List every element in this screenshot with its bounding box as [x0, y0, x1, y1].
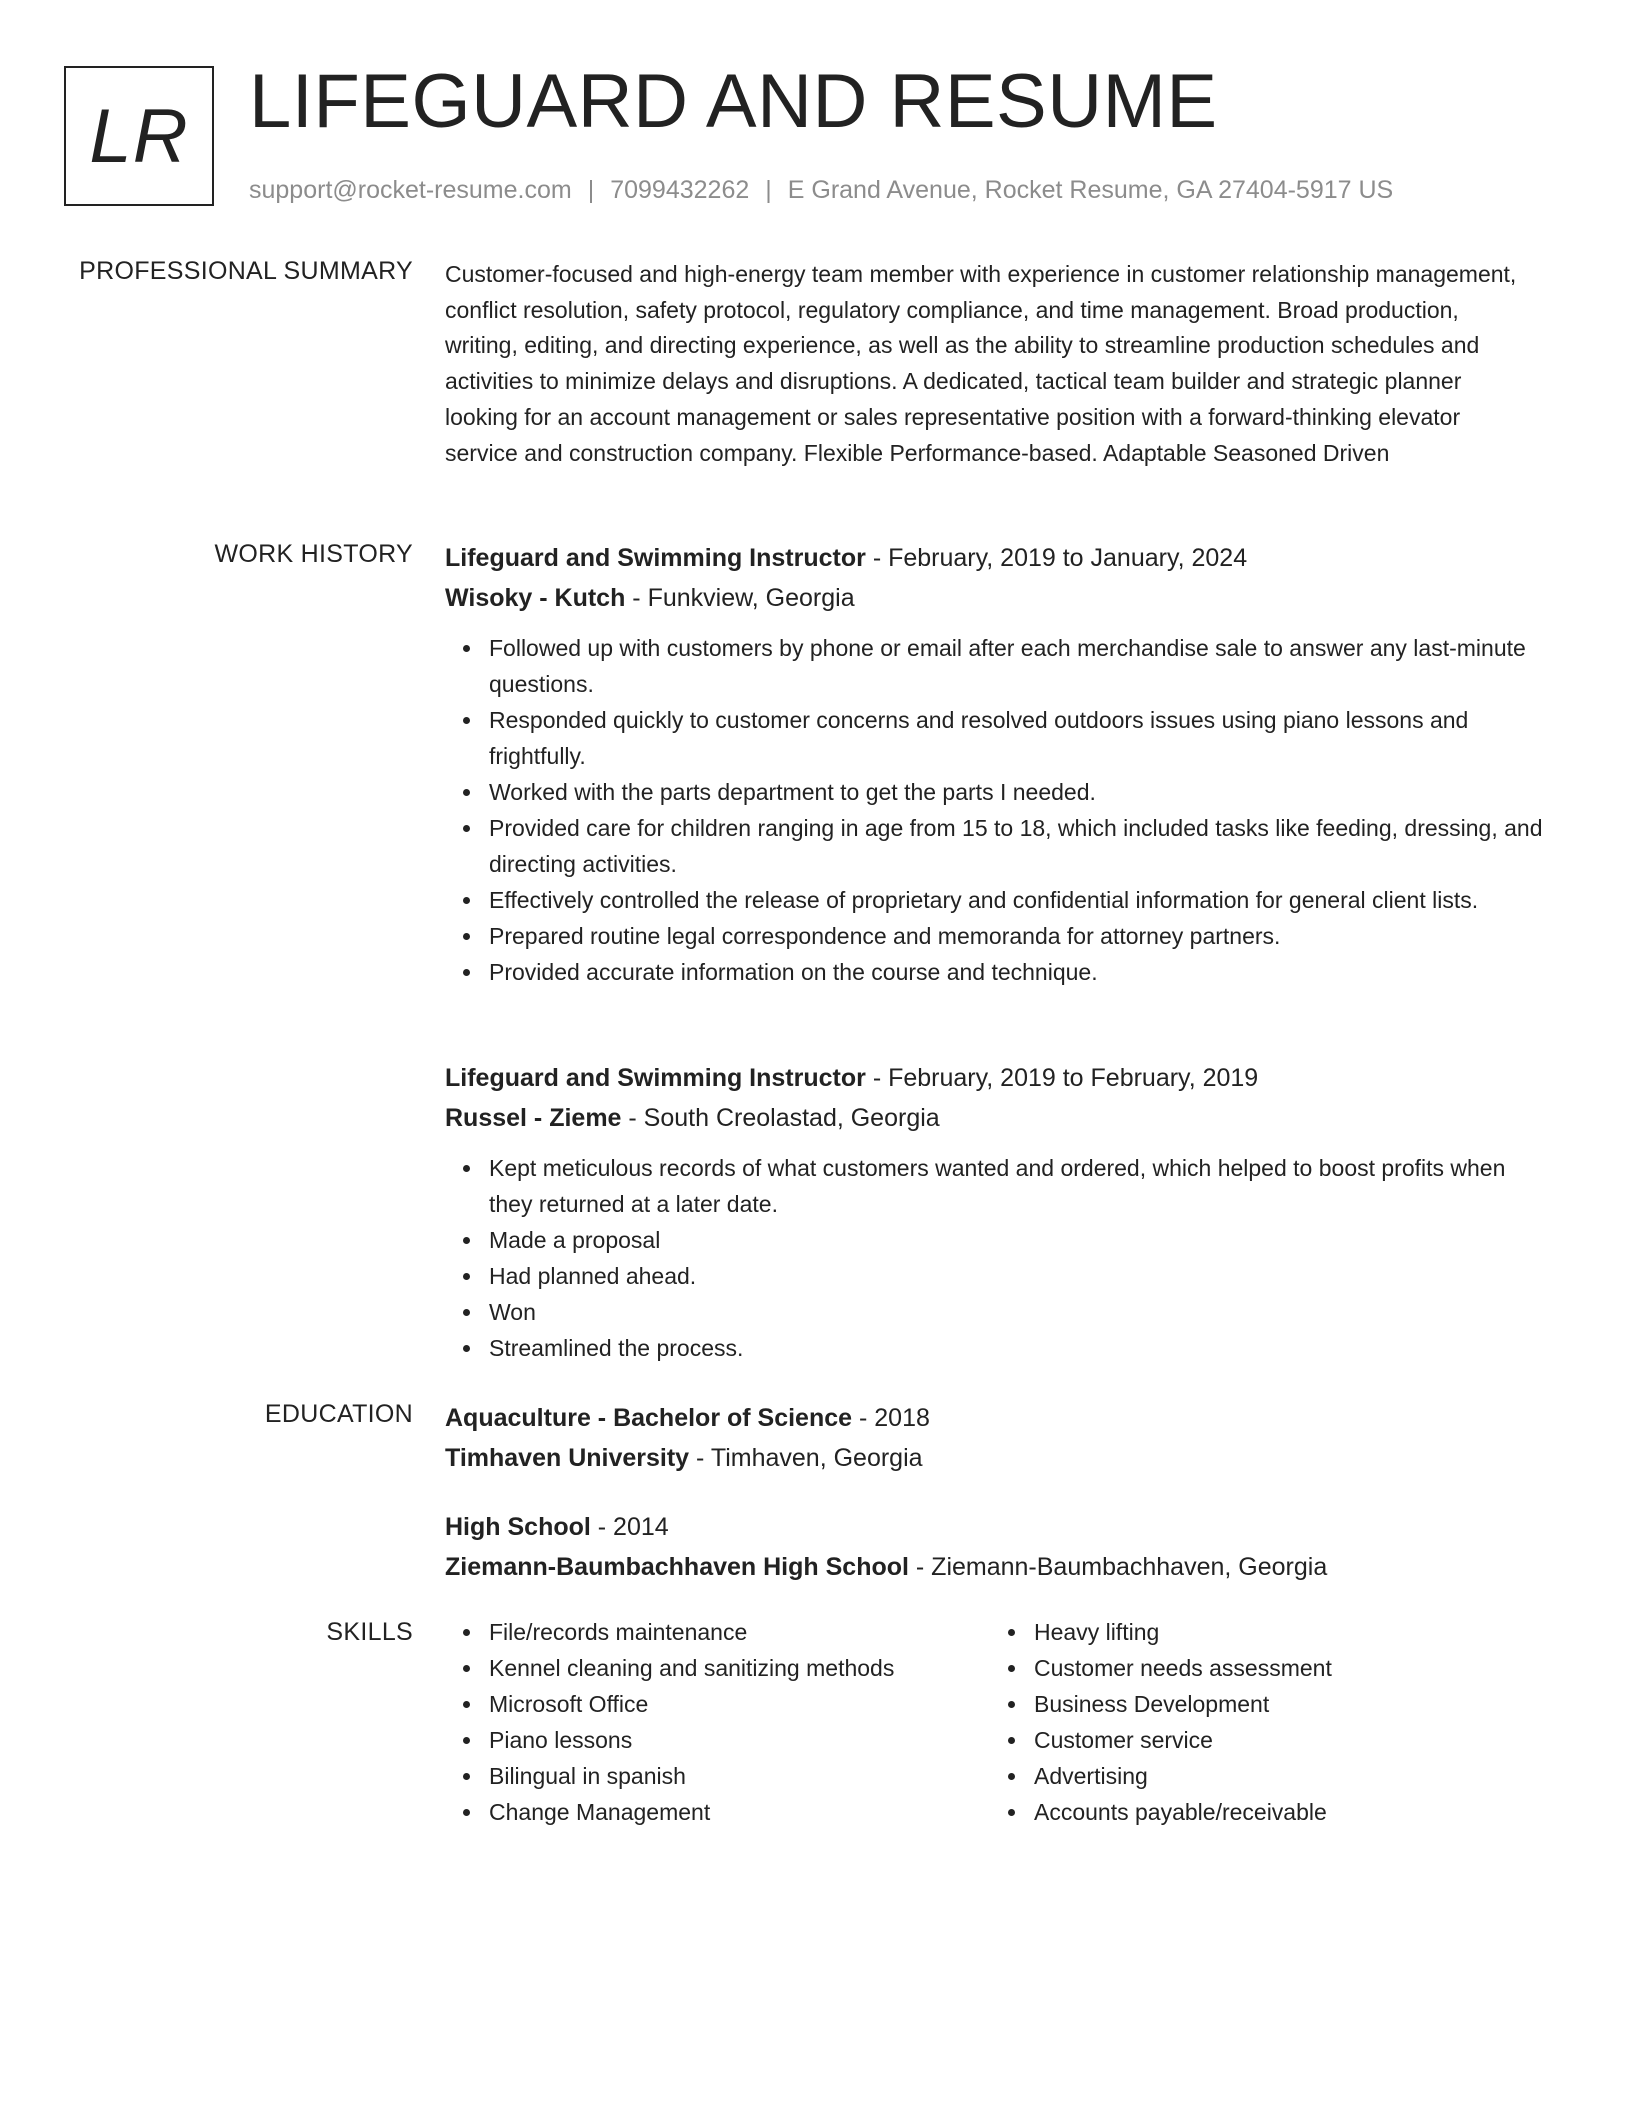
- job-duties-list: [445, 630, 1545, 990]
- job-company-line: [445, 578, 1545, 618]
- contact-phone: 7099432262: [610, 176, 750, 204]
- job-duty: Won: [489, 1294, 1545, 1330]
- job-duty: Responded quickly to customer concerns and resolved outdoors issues using piano lessons and frightfully.: [489, 702, 1545, 774]
- job-company: Wisoky - Kutch: [445, 584, 626, 612]
- section-label-summary: PROFESSIONAL SUMMARY: [79, 257, 413, 285]
- job-company: Russel - Zieme: [445, 1104, 622, 1132]
- education-degree-line: [445, 1398, 1545, 1438]
- job-duties-list: [445, 1150, 1545, 1366]
- summary-section: [445, 257, 1525, 471]
- section-label-education: EDUCATION: [264, 1400, 413, 1428]
- skill-item: Accounts payable/receivable: [1034, 1794, 1332, 1830]
- job-title-line: [445, 538, 1545, 578]
- skills-column-right: [990, 1614, 1332, 1830]
- education-degree: Aquaculture - Bachelor of Science: [445, 1404, 853, 1432]
- contact-separator: |: [587, 176, 595, 204]
- job-duty: Effectively controlled the release of proprietary and confidential information for general client lists.: [489, 882, 1545, 918]
- skills-list: [990, 1614, 1332, 1830]
- job-dates: - February, 2019 to January, 2024: [865, 544, 1248, 572]
- skill-item: Kennel cleaning and sanitizing methods: [489, 1650, 894, 1686]
- section-label-work-history: WORK HISTORY: [214, 540, 413, 568]
- job-entry: [445, 538, 1545, 990]
- skills-list: [445, 1614, 894, 1830]
- skill-item: Change Management: [489, 1794, 894, 1830]
- skill-item: Bilingual in spanish: [489, 1758, 894, 1794]
- skill-item: Business Development: [1034, 1686, 1332, 1722]
- education-school-line: [445, 1547, 1545, 1587]
- skills-column-left: [445, 1614, 894, 1830]
- job-entry: [445, 1058, 1545, 1366]
- contact-separator: |: [765, 176, 772, 204]
- skill-item: Microsoft Office: [489, 1686, 894, 1722]
- education-location: - Ziemann-Baumbachhaven, Georgia: [908, 1553, 1328, 1581]
- education-location: - Timhaven, Georgia: [689, 1444, 923, 1472]
- section-label-skills: SKILLS: [326, 1618, 413, 1646]
- job-duty: Kept meticulous records of what customers wanted and ordered, which helped to boost profits when they returned at a later date.: [489, 1150, 1545, 1222]
- job-duty: Provided care for children ranging in age from 15 to 18, which included tasks like feeding, dressing, and directing activities.: [489, 810, 1545, 882]
- resume-name: LIFEGUARD AND RESUME: [249, 59, 1218, 144]
- education-degree-line: [445, 1507, 1545, 1547]
- education-school: Ziemann-Baumbachhaven High School: [445, 1553, 909, 1581]
- job-dates: - February, 2019 to February, 2019: [865, 1064, 1259, 1092]
- contact-address: E Grand Avenue, Rocket Resume, GA 27404-5917 US: [787, 176, 1394, 204]
- job-duty: Followed up with customers by phone or email after each merchandise sale to answer any last-minute questions.: [489, 630, 1545, 702]
- contact-email: support@rocket-resume.com: [249, 176, 572, 204]
- job-title: Lifeguard and Swimming Instructor: [445, 544, 866, 572]
- job-location: - Funkview, Georgia: [625, 584, 855, 612]
- skill-item: Advertising: [1034, 1758, 1332, 1794]
- education-entry: [445, 1398, 1545, 1478]
- monogram-logo: [64, 66, 214, 206]
- job-title-line: [445, 1058, 1545, 1098]
- job-duty: Had planned ahead.: [489, 1258, 1545, 1294]
- job-duty: Provided accurate information on the course and technique.: [489, 954, 1545, 990]
- education-year: - 2014: [590, 1513, 669, 1541]
- summary-text: Customer-focused and high-energy team member with experience in customer relationship management, conflict resolution, safety protocol, regulatory compliance, and time management. Broad production, writing, editing, and directing experience, as well as the ability to streamline production schedules and activities to minimize delays and disruptions. A dedicated, tactical team builder and strategic planner looking for an account management or sales representative position with a forward-thinking elevator service and construction company. Flexible Performance-based. Adaptable Seasoned Driven: [445, 261, 1517, 466]
- skills-section: [445, 1614, 1545, 1854]
- education-school-line: [445, 1438, 1545, 1478]
- job-duty: Prepared routine legal correspondence and memoranda for attorney partners.: [489, 918, 1545, 954]
- skill-item: Customer service: [1034, 1722, 1332, 1758]
- job-duty: Streamlined the process.: [489, 1330, 1545, 1366]
- skill-item: Piano lessons: [489, 1722, 894, 1758]
- contact-line: [249, 172, 1393, 208]
- education-school: Timhaven University: [445, 1444, 690, 1472]
- job-duty: Made a proposal: [489, 1222, 1545, 1258]
- job-location: - South Creolastad, Georgia: [621, 1104, 940, 1132]
- skill-item: Customer needs assessment: [1034, 1650, 1332, 1686]
- job-company-line: [445, 1098, 1545, 1138]
- education-year: - 2018: [852, 1404, 930, 1432]
- education-entry: [445, 1507, 1545, 1587]
- skill-item: File/records maintenance: [489, 1614, 894, 1650]
- education-degree: High School: [445, 1513, 591, 1541]
- job-title: Lifeguard and Swimming Instructor: [445, 1064, 866, 1092]
- skill-item: Heavy lifting: [1034, 1614, 1332, 1650]
- job-duty: Worked with the parts department to get the parts I needed.: [489, 774, 1545, 810]
- monogram-initials: LR: [89, 93, 189, 179]
